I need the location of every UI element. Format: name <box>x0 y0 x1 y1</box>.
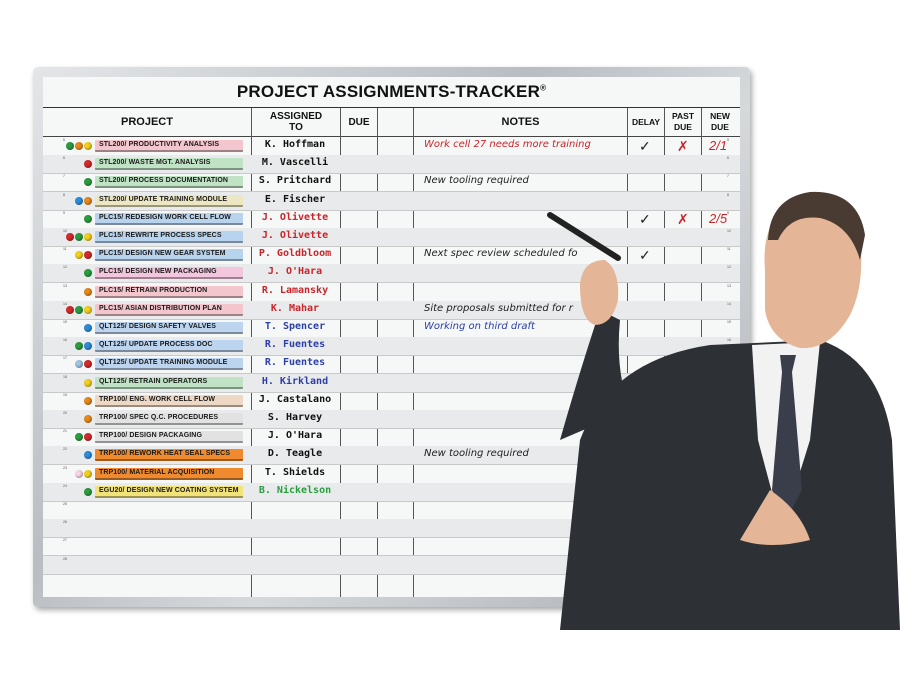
note-text: New tooling required <box>424 448 529 460</box>
new-due-date: 2/5 <box>709 210 728 226</box>
row-number-right: 9 <box>727 210 729 215</box>
project-magnet <box>95 267 243 279</box>
assignee-name: R. Lamansky <box>261 284 329 296</box>
status-dot-icon <box>84 324 92 332</box>
row-number: 13 <box>63 283 67 288</box>
row-number-right: 15 <box>727 320 731 324</box>
row-number: 14 <box>63 301 67 306</box>
status-dot-icon <box>84 397 92 405</box>
assignee-name: J. Castalano <box>258 393 332 405</box>
project-label: TRP100/ ENG. WORK CELL FLOW <box>99 395 216 403</box>
header-new-due: NEW DUE <box>710 111 730 132</box>
project-label: STL200/ UPDATE TRAINING MODULE <box>99 195 228 203</box>
status-dot-icon <box>84 142 92 150</box>
project-label: PLC15/ REWRITE PROCESS SPECS <box>99 232 222 239</box>
project-label: PLC15/ RETRAIN PRODUCTION <box>99 286 208 294</box>
project-label: QLT125/ UPDATE PROCESS DOC <box>99 341 213 349</box>
project-magnet <box>95 358 243 370</box>
note-text: New tooling required <box>424 175 529 187</box>
new-due-date: 2/1 <box>709 138 728 153</box>
row-number: 9 <box>63 210 65 215</box>
status-dot-icon <box>84 433 92 441</box>
header-assigned: ASSIGNED TO <box>269 111 323 133</box>
status-dot-icon <box>84 251 92 259</box>
marker-icon <box>550 215 618 258</box>
row-number-right: 6 <box>727 156 729 161</box>
row-number: 27 <box>63 538 67 543</box>
row-number: 25 <box>63 502 67 506</box>
assignee-name: R. Fuentes <box>264 339 326 351</box>
assignee-name: P. Goldbloom <box>258 248 332 260</box>
assignee-name: K. Mahar <box>270 302 320 314</box>
project-label: STL200/ PRODUCTIVITY ANALYSIS <box>99 141 220 148</box>
project-magnet <box>95 322 243 334</box>
note-text: Work cell 27 needs more training <box>424 139 591 150</box>
assignee-name: T. Shields <box>264 466 326 478</box>
project-label: TRP100/ SPEC Q.C. PROCEDURES <box>99 414 219 421</box>
assignee-name: R. Fuentes <box>264 357 326 369</box>
project-magnet <box>95 486 243 498</box>
status-dot-icon <box>75 342 83 350</box>
note-text: Next spec review scheduled fo <box>424 248 578 260</box>
project-label: TRP100/ REWORK HEAT SEAL SPECS <box>99 450 231 458</box>
project-magnet <box>95 413 243 425</box>
status-dot-icon <box>84 215 92 223</box>
row-number: 12 <box>63 265 67 270</box>
row-number: 24 <box>63 483 67 488</box>
status-dot-icon <box>84 451 92 459</box>
delay-checkmark-icon: ✓ <box>639 247 651 264</box>
project-magnet <box>95 176 243 188</box>
project-label: PLC15/ DESIGN NEW GEAR SYSTEM <box>99 250 226 258</box>
status-dot-icon <box>75 233 83 241</box>
status-dot-icon <box>84 415 92 423</box>
assignee-name: J. O'Hara <box>267 266 323 278</box>
row-number-right: 5 <box>727 138 729 142</box>
row-number: 23 <box>63 465 67 470</box>
status-dot-icon <box>84 379 92 387</box>
project-label: QLT125/ DESIGN SAFETY VALVES <box>99 323 217 330</box>
row-number: 28 <box>63 556 67 561</box>
status-dot-icon <box>75 433 83 441</box>
registered-mark: ® <box>540 83 547 93</box>
board-title: PROJECT ASSIGNMENTS-TRACKER® <box>236 82 547 101</box>
project-magnet <box>95 140 243 152</box>
status-dot-icon <box>75 306 83 314</box>
note-text: Working on third draft <box>424 321 535 332</box>
row-number: 10 <box>63 229 67 233</box>
assignee-name: J. O'Hara <box>267 430 323 442</box>
status-dot-icon <box>84 342 92 350</box>
presenter-illustration <box>520 110 900 630</box>
row-number-right: 13 <box>727 283 731 288</box>
row-number: 5 <box>63 138 65 142</box>
project-magnet <box>95 431 243 443</box>
row-number: 11 <box>63 247 67 252</box>
project-magnet <box>95 231 243 243</box>
row-number: 26 <box>63 520 67 525</box>
project-magnet <box>95 377 243 389</box>
assignee-name: B. Nickelson <box>258 484 332 496</box>
row-number: 17 <box>63 356 67 361</box>
status-dot-icon <box>84 269 92 277</box>
row-number: 7 <box>63 174 65 179</box>
row-number-right: 12 <box>727 265 731 270</box>
status-dot-icon <box>84 288 92 296</box>
status-dot-icon <box>75 360 83 368</box>
title-bar <box>43 77 740 108</box>
assignee-name: H. Kirkland <box>261 375 329 387</box>
assignee-name: M. Vascelli <box>261 157 329 169</box>
status-dot-icon <box>84 470 92 478</box>
project-magnet <box>95 449 243 461</box>
header-past-due: PAST DUE <box>671 111 695 132</box>
row-number: 8 <box>63 192 65 197</box>
delay-checkmark-icon: ✓ <box>639 210 651 227</box>
row-number: 16 <box>63 338 67 343</box>
project-magnet <box>95 158 243 170</box>
raised-hand <box>580 260 618 325</box>
project-magnet <box>95 249 243 261</box>
status-dot-icon <box>75 197 83 205</box>
row-number-right: 11 <box>727 247 731 252</box>
status-dot-icon <box>75 470 83 478</box>
delay-checkmark-icon: ✓ <box>639 138 651 154</box>
assignee-name: E. Fischer <box>264 193 326 205</box>
row-number: 18 <box>63 374 67 379</box>
row-number-right: 7 <box>727 174 729 179</box>
project-magnet <box>95 286 243 298</box>
header-project: PROJECT <box>121 115 173 128</box>
project-label: PLC15/ DESIGN NEW PACKAGING <box>99 268 217 276</box>
status-dot-icon <box>84 160 92 168</box>
project-magnet <box>95 468 243 480</box>
project-label: STL200/ WASTE MGT. ANALYSIS <box>99 159 211 167</box>
project-label: QLT125/ UPDATE TRAINING MODULE <box>99 359 228 367</box>
project-magnet <box>95 340 243 352</box>
row-number: 21 <box>63 429 67 434</box>
assignee-name: S. Pritchard <box>258 175 332 187</box>
project-label: TRP100/ DESIGN PACKAGING <box>99 432 203 440</box>
project-magnet <box>95 195 243 207</box>
past-due-x-icon: ✗ <box>677 210 689 227</box>
status-dot-icon <box>84 178 92 186</box>
row-number-right: 14 <box>727 301 731 306</box>
status-dot-icon <box>84 306 92 314</box>
status-dot-icon <box>84 233 92 241</box>
assignee-name: T. Spencer <box>264 321 326 332</box>
project-magnet <box>95 395 243 407</box>
assignee-name: J. Olivette <box>261 230 329 241</box>
header-due: DUE <box>348 116 370 128</box>
status-dot-icon <box>75 251 83 259</box>
row-number-right: 10 <box>727 229 731 233</box>
status-dot-icon <box>66 233 74 241</box>
project-label: STL200/ PROCESS DOCUMENTATION <box>99 177 229 185</box>
status-dot-icon <box>84 488 92 496</box>
assignee-name: D. Teagle <box>267 448 323 460</box>
row-number: 15 <box>63 320 67 324</box>
project-label: QLT125/ RETRAIN OPERATORS <box>99 377 208 385</box>
status-dot-icon <box>84 197 92 205</box>
row-number: 20 <box>63 411 67 415</box>
assignee-name: K. Hoffman <box>264 139 326 150</box>
row-number-right: 16 <box>727 338 731 343</box>
project-magnet <box>95 213 243 225</box>
project-magnet <box>95 304 243 316</box>
row-number: 6 <box>63 156 65 161</box>
past-due-x-icon: ✗ <box>677 138 689 154</box>
row-number: 22 <box>63 447 67 452</box>
row-number-right: 8 <box>727 192 729 197</box>
row-number: 19 <box>63 392 67 397</box>
project-label: PLC15/ REDESIGN WORK CELL FLOW <box>99 213 231 221</box>
project-label: EGU20/ DESIGN NEW COATING SYSTEM <box>99 486 239 494</box>
project-label: TRP100/ MATERIAL ACQUISITION <box>99 468 215 476</box>
header-delay: DELAY <box>631 116 661 127</box>
status-dot-icon <box>66 306 74 314</box>
status-dot-icon <box>66 142 74 150</box>
assignee-name: J. Olivette <box>261 211 329 223</box>
header-notes: NOTES <box>501 115 540 128</box>
assignee-name: S. Harvey <box>267 412 323 423</box>
status-dot-icon <box>84 360 92 368</box>
project-label: PLC15/ ASIAN DISTRIBUTION PLAN <box>99 304 222 312</box>
note-text: Site proposals submitted for r <box>424 302 573 314</box>
status-dot-icon <box>75 142 83 150</box>
